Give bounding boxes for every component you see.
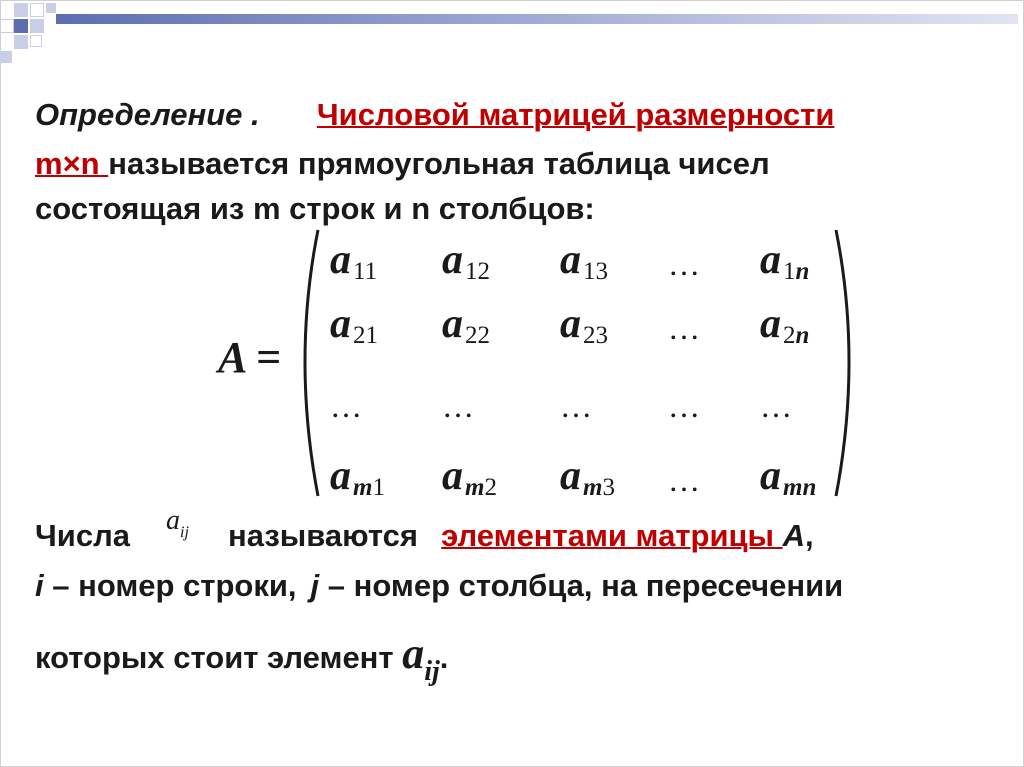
matrix-cell-1-4 (668, 246, 702, 283)
aij-small-sub: ij (180, 524, 189, 541)
matrix-cell-3-3 (560, 388, 594, 425)
elements-term: элементами матрицы (441, 518, 783, 553)
definition-rest: называется прямоугольная таблица чисел (108, 146, 770, 181)
aij-small-symbol (166, 505, 189, 542)
dimension-term: m×n (35, 146, 109, 181)
element-subscript: m1 (353, 474, 385, 501)
element-base: a (560, 237, 581, 283)
index-j-text: – номер столбца, на пересечении (319, 568, 844, 603)
definition-line-1 (35, 99, 834, 130)
matrix-cell-4-4 (668, 462, 702, 499)
matrix-cell-3-5 (760, 388, 794, 425)
element-subscript: 1n (783, 258, 810, 285)
ellipsis: … (668, 388, 702, 424)
element-subscript: 22 (465, 322, 490, 349)
matrix-cell-2-3 (560, 300, 608, 350)
element-subscript: 11 (353, 258, 378, 285)
elements-line (35, 520, 130, 551)
ellipsis: … (330, 388, 364, 424)
element-subscript: 12 (465, 258, 490, 285)
matrix-cell-4-1 (330, 452, 385, 502)
last-line (35, 629, 449, 687)
element-base: a (760, 237, 781, 283)
element-base: a (442, 453, 463, 499)
elements-comma: , (805, 518, 814, 553)
matrix-cell-2-4 (668, 310, 702, 347)
matrix-cell-1-1 (330, 236, 377, 286)
definition-line-3 (35, 193, 595, 224)
matrix-cell-3-2 (442, 388, 476, 425)
last-aij-base: a (402, 629, 425, 678)
word-numbers: Числа (35, 518, 131, 553)
ellipsis: … (560, 388, 594, 424)
ellipsis: … (668, 310, 702, 346)
matrix-lhs-text: A = (218, 333, 281, 382)
element-base: a (330, 453, 351, 499)
element-subscript: 21 (353, 322, 378, 349)
ellipsis: … (760, 388, 794, 424)
matrix-lhs (218, 332, 281, 383)
matrix-cell-4-5 (760, 452, 816, 502)
ellipsis: … (668, 246, 702, 282)
index-j: j (310, 568, 320, 603)
matrix-cell-1-5 (760, 236, 809, 286)
matrix-cell-1-3 (560, 236, 608, 286)
element-subscript: m2 (465, 474, 497, 501)
index-i-text: – номер строки, (43, 568, 297, 603)
last-aij-sub: ij (424, 656, 440, 687)
definition-line-2 (35, 148, 770, 179)
elements-line-rest (228, 520, 814, 551)
matrix-cell-2-1 (330, 300, 378, 350)
index-line (35, 570, 843, 601)
definition-term: Числовой матрицей размерности (316, 97, 835, 132)
element-base: a (442, 237, 463, 283)
are-called-text: называются (228, 518, 418, 553)
element-subscript: 2n (783, 322, 810, 349)
element-subscript: mn (783, 474, 817, 501)
matrix-cell-4-2 (442, 452, 497, 502)
matrix-name: A (782, 518, 806, 553)
last-line-dot: . (439, 640, 449, 675)
matrix-cell-1-2 (442, 236, 490, 286)
element-base: a (442, 301, 463, 347)
element-subscript: 13 (583, 258, 608, 285)
aij-small-base: a (166, 505, 180, 536)
element-subscript: m3 (583, 474, 615, 501)
element-base: a (330, 237, 351, 283)
matrix-cell-3-4 (668, 388, 702, 425)
ellipsis: … (442, 388, 476, 424)
definition-label: Определение . (35, 97, 260, 132)
matrix-cell-4-3 (560, 452, 615, 502)
element-base: a (560, 453, 581, 499)
element-base: a (560, 301, 581, 347)
ellipsis: … (668, 462, 702, 498)
matrix-cell-3-1 (330, 388, 364, 425)
last-line-text: которых стоит элемент (35, 640, 403, 675)
matrix-cell-2-2 (442, 300, 490, 350)
element-base: a (330, 301, 351, 347)
definition-line-3-text: состоящая из m строк и n столбцов: (35, 191, 595, 226)
element-base: a (760, 453, 781, 499)
matrix-cell-2-5 (760, 300, 809, 350)
element-subscript: 23 (583, 322, 608, 349)
element-base: a (760, 301, 781, 347)
index-i: i (35, 568, 44, 603)
